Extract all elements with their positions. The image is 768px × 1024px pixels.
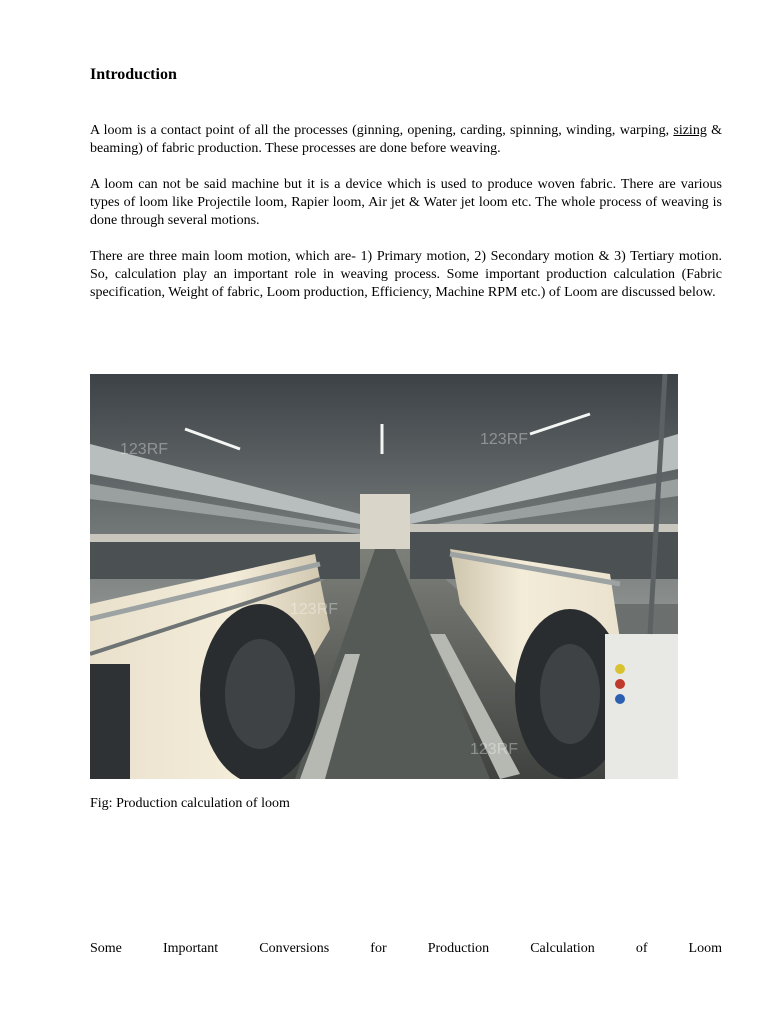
- sizing-underlined-word: sizing: [673, 123, 707, 138]
- bottom-word: Conversions: [259, 941, 330, 956]
- bottom-word: Loom: [688, 941, 722, 956]
- section-heading: Introduction: [90, 66, 177, 83]
- watermark-text-2: 123RF: [480, 431, 529, 448]
- bottom-word: of: [635, 941, 648, 956]
- bottom-word: for: [370, 941, 387, 956]
- bottom-word: Important: [162, 941, 219, 956]
- intro-paragraph-3: There are three main loom motion, which are- 1) Primary motion, 2) Secondary motion & 3) Tertiary motion. So, calculation play an important role in weaving process. Some important production calculation (Fabric specification, Weight of fabric, Loom production, Efficiency, Machine RPM etc.) of Loom are discussed below.: [90, 249, 722, 301]
- loom-factory-photo: [90, 374, 678, 779]
- next-section-heading-line: [90, 941, 722, 957]
- watermark-text-1: 123RF: [120, 441, 169, 458]
- intro-paragraph-1: [90, 122, 722, 158]
- bottom-word: Some: [90, 941, 122, 956]
- intro-paragraph-2: A loom can not be said machine but it is a device which is used to produce woven fabric. There are various types of loom like Projectile loom, Rapier loom, Air jet & Water jet loom etc. The whole process of weaving is done through several motions.: [90, 177, 722, 229]
- bottom-word: Calculation: [530, 941, 595, 956]
- watermark-text-4: 123RF: [470, 741, 519, 758]
- bottom-word: Production: [427, 941, 490, 956]
- figure-caption: Fig: Production calculation of loom: [90, 796, 290, 811]
- watermark-text-3: 123RF: [290, 601, 339, 618]
- loom-factory-illustration: [90, 374, 678, 779]
- paragraph-1-text-start: A loom is a contact point of all the processes (ginning, opening, carding, spinning, winding, warping,: [90, 123, 674, 138]
- paragraph-1-text-end: & beaming) of fabric production. These processes are done before weaving.: [90, 123, 723, 157]
